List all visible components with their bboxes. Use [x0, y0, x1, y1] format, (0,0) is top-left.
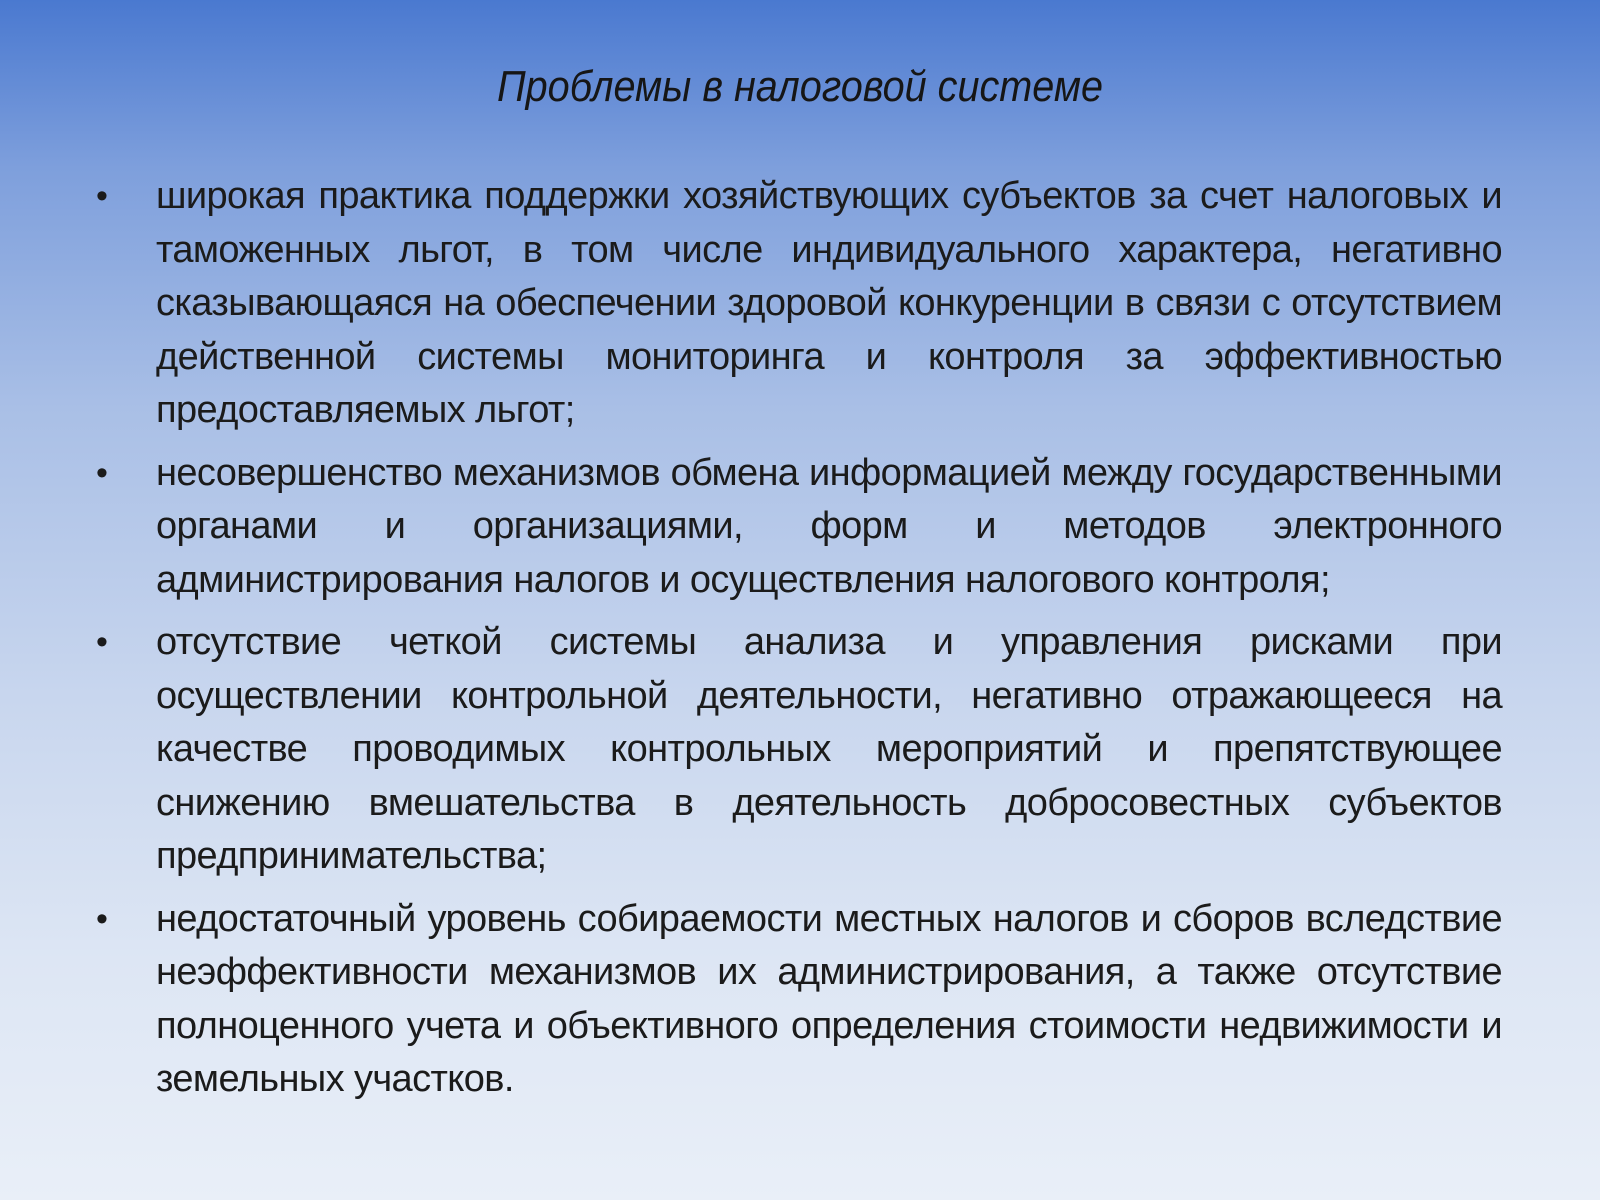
bullet-list	[96, 170, 1502, 1116]
bullet-dot-icon: •	[96, 177, 108, 215]
list-item	[96, 616, 1502, 884]
bullet-dot-icon: •	[96, 623, 108, 661]
list-item	[96, 170, 1502, 438]
bullet-text: недостаточный уровень собираемости местных налогов и сборов вследствие неэффективности механизмов их администрирования, а также отсутствие полноценного учета и объективного определения стоимости недвижимости и земельных участков.	[156, 897, 1502, 1100]
slide-title: Проблемы в налоговой системе	[496, 62, 1104, 111]
bullet-text: отсутствие четкой системы анализа и управления рисками при осуществлении контрольной деятельности, негативно отражающееся на качестве проводимых контрольных мероприятий и препятствующее снижению вмешательства в деятельность добросовестных субъектов предпринимательства;	[156, 621, 1502, 877]
list-item	[96, 447, 1502, 608]
bullet-dot-icon: •	[96, 453, 108, 492]
bullet-dot-icon: •	[96, 899, 108, 938]
bullet-text: широкая практика поддержки хозяйствующих субъектов за счет налоговых и таможенных льгот, в том числе индивидуального характера, негативно сказывающаяся на обеспечении здоровой конкуренции в связи с отсутствием действенной системы мониторинга и контроля за эффективностью предоставляемых льгот;	[156, 175, 1502, 431]
list-item	[96, 893, 1502, 1107]
bullet-text: несовершенство механизмов обмена информацией между государственными органами и организациями, форм и методов электронного администрирования налогов и осуществления налогового контроля;	[156, 451, 1502, 601]
